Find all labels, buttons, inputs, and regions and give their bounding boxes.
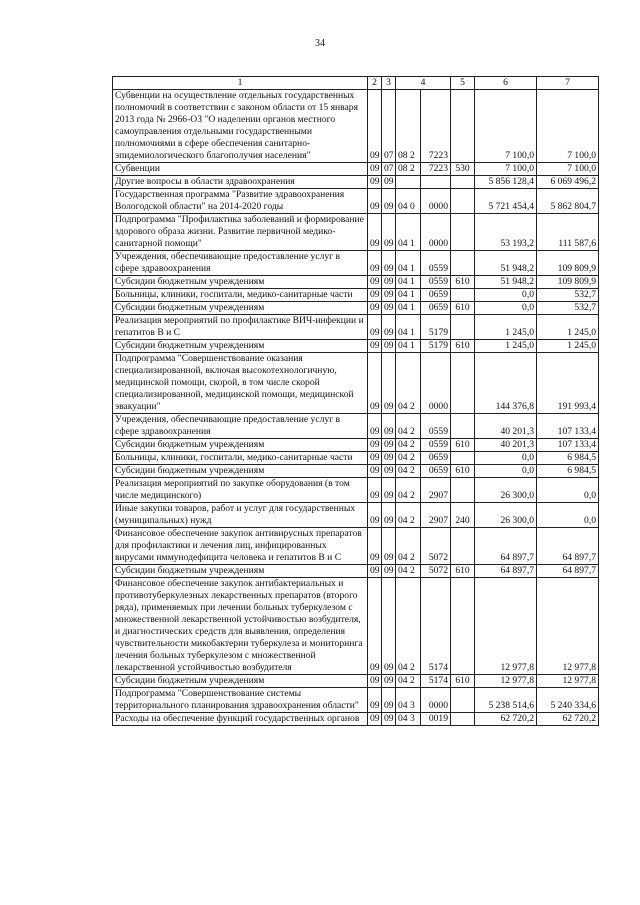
table-row — [113, 214, 599, 251]
row-amount-2016: 6 984,5 — [537, 465, 599, 478]
row-target-article-code: 0000 — [421, 353, 451, 414]
row-amount-2016: 111 587,6 — [537, 214, 599, 251]
row-amount-2016: 107 133,4 — [537, 439, 599, 452]
table-row — [113, 289, 599, 302]
row-target-article-code: 5174 — [421, 578, 451, 675]
row-name: Реализация мероприятий по профилактике ВИЧ-инфекции и гепатитов В и С — [113, 315, 368, 340]
row-target-article-code: 0019 — [421, 713, 451, 726]
row-target-article-code: 0659 — [421, 289, 451, 302]
table-row — [113, 353, 599, 414]
row-amount-2016: 64 897,7 — [537, 528, 599, 565]
table-row — [113, 276, 599, 289]
row-target-article-program: 04 1 — [396, 251, 421, 276]
table-row — [113, 713, 599, 726]
row-subsection: 09 — [382, 189, 396, 214]
row-target-article-code: 0000 — [421, 189, 451, 214]
row-name: Субвенции — [113, 163, 368, 176]
row-amount-2015: 0,0 — [475, 452, 537, 465]
table-row — [113, 503, 599, 528]
row-amount-2016: 1 245,0 — [537, 315, 599, 340]
row-section: 09 — [368, 189, 382, 214]
row-target-article-program: 04 1 — [396, 214, 421, 251]
row-expense-type — [451, 578, 475, 675]
row-expense-type: 610 — [451, 276, 475, 289]
row-target-article-code: 0559 — [421, 276, 451, 289]
row-expense-type — [451, 713, 475, 726]
row-target-article-code: 0659 — [421, 452, 451, 465]
row-subsection: 09 — [382, 289, 396, 302]
row-amount-2015: 5 238 514,6 — [475, 688, 537, 713]
row-expense-type — [451, 315, 475, 340]
table-row — [113, 452, 599, 465]
table-row — [113, 478, 599, 503]
row-subsection: 09 — [382, 214, 396, 251]
row-expense-type — [451, 414, 475, 439]
row-section: 09 — [368, 528, 382, 565]
row-amount-2016: 5 240 334,6 — [537, 688, 599, 713]
row-expense-type — [451, 214, 475, 251]
table-row — [113, 189, 599, 214]
row-target-article-code: 0659 — [421, 465, 451, 478]
row-name: Учреждения, обеспечивающие предоставление услуг в сфере здравоохранения — [113, 251, 368, 276]
row-amount-2015: 5 856 128,4 — [475, 176, 537, 189]
row-section: 09 — [368, 675, 382, 688]
table-row — [113, 163, 599, 176]
row-section: 09 — [368, 176, 382, 189]
header-col-5: 5 — [451, 77, 475, 90]
row-section: 09 — [368, 452, 382, 465]
row-amount-2015: 62 720,2 — [475, 713, 537, 726]
row-target-article-program: 04 1 — [396, 315, 421, 340]
row-target-article-code: 7223 — [421, 90, 451, 163]
row-subsection: 09 — [382, 414, 396, 439]
row-expense-type — [451, 452, 475, 465]
row-subsection: 09 — [382, 315, 396, 340]
row-target-article-code: 5072 — [421, 565, 451, 578]
row-name: Субсидии бюджетным учреждениям — [113, 302, 368, 315]
row-amount-2016: 12 977,8 — [537, 578, 599, 675]
row-name: Больницы, клиники, госпитали, медико-санитарные части — [113, 452, 368, 465]
row-target-article-code: 5174 — [421, 675, 451, 688]
row-expense-type: 530 — [451, 163, 475, 176]
row-target-article-program: 04 2 — [396, 503, 421, 528]
table-row — [113, 528, 599, 565]
row-section: 09 — [368, 503, 382, 528]
row-name: Финансовое обеспечение закупок антибактериальных и противотуберкулезных лекарственных препаратов (второго ряда), применяемых при лечении больных туберкулезом с множественной лекарственной устойчивостью возбудителя, и диагностических средств для выявления, определения чувствительности микобактерии туберкулеза и мониторинга лечения больных туберкулезом с множественной лекарственной устойчивостью возбудителя — [113, 578, 368, 675]
budget-table — [112, 76, 599, 726]
row-target-article-program: 04 3 — [396, 688, 421, 713]
row-amount-2016: 107 133,4 — [537, 414, 599, 439]
row-amount-2015: 26 300,0 — [475, 503, 537, 528]
row-name: Подпрограмма "Профилактика заболеваний и формирование здорового образа жизни. Развитие первичной медико-санитарной помощи" — [113, 214, 368, 251]
row-target-article-code: 2907 — [421, 503, 451, 528]
row-expense-type — [451, 189, 475, 214]
row-section: 09 — [368, 478, 382, 503]
row-section: 09 — [368, 90, 382, 163]
row-expense-type: 610 — [451, 565, 475, 578]
row-target-article-code: 0000 — [421, 688, 451, 713]
row-expense-type — [451, 688, 475, 713]
row-amount-2016: 532,7 — [537, 289, 599, 302]
row-section: 09 — [368, 565, 382, 578]
row-name: Иные закупки товаров, работ и услуг для государственных (муниципальных) нужд — [113, 503, 368, 528]
table-row — [113, 465, 599, 478]
table-row — [113, 439, 599, 452]
row-subsection: 09 — [382, 713, 396, 726]
row-amount-2015: 1 245,0 — [475, 340, 537, 353]
row-target-article-code: 0559 — [421, 414, 451, 439]
row-name: Субсидии бюджетным учреждениям — [113, 340, 368, 353]
row-expense-type: 610 — [451, 340, 475, 353]
row-amount-2016: 109 809,9 — [537, 251, 599, 276]
row-section: 09 — [368, 315, 382, 340]
row-amount-2016: 532,7 — [537, 302, 599, 315]
row-amount-2016: 6 069 496,2 — [537, 176, 599, 189]
row-name: Государственная программа "Развитие здравоохранения Вологодской области" на 2014-2020 годы — [113, 189, 368, 214]
row-expense-type: 610 — [451, 465, 475, 478]
row-amount-2015: 144 376,8 — [475, 353, 537, 414]
row-target-article-program: 04 1 — [396, 340, 421, 353]
row-amount-2015: 0,0 — [475, 289, 537, 302]
table-row — [113, 414, 599, 439]
row-section: 09 — [368, 276, 382, 289]
row-section: 09 — [368, 302, 382, 315]
row-target-article-code: 7223 — [421, 163, 451, 176]
row-target-article-code: 5179 — [421, 340, 451, 353]
row-amount-2016: 191 993,4 — [537, 353, 599, 414]
row-subsection: 09 — [382, 688, 396, 713]
row-target-article-program: 08 2 — [396, 163, 421, 176]
row-section: 09 — [368, 163, 382, 176]
row-subsection: 09 — [382, 302, 396, 315]
row-amount-2015: 40 201,3 — [475, 439, 537, 452]
row-expense-type — [451, 353, 475, 414]
row-amount-2016: 62 720,2 — [537, 713, 599, 726]
row-subsection: 09 — [382, 478, 396, 503]
row-subsection: 09 — [382, 503, 396, 528]
row-expense-type — [451, 289, 475, 302]
row-target-article-program: 04 3 — [396, 713, 421, 726]
row-amount-2016: 7 100,0 — [537, 163, 599, 176]
row-name: Субсидии бюджетным учреждениям — [113, 565, 368, 578]
row-target-article-code — [421, 176, 451, 189]
row-subsection: 09 — [382, 353, 396, 414]
row-name: Субсидии бюджетным учреждениям — [113, 439, 368, 452]
row-target-article-program: 04 2 — [396, 578, 421, 675]
row-subsection: 09 — [382, 675, 396, 688]
row-amount-2015: 51 948,2 — [475, 251, 537, 276]
row-amount-2015: 64 897,7 — [475, 528, 537, 565]
row-amount-2016: 0,0 — [537, 503, 599, 528]
header-col-1: 1 — [113, 77, 368, 90]
row-expense-type: 610 — [451, 439, 475, 452]
table-row — [113, 176, 599, 189]
row-section: 09 — [368, 414, 382, 439]
row-section: 09 — [368, 439, 382, 452]
row-name: Другие вопросы в области здравоохранения — [113, 176, 368, 189]
row-target-article-code: 5072 — [421, 528, 451, 565]
row-target-article-program: 04 1 — [396, 302, 421, 315]
row-target-article-program: 04 2 — [396, 414, 421, 439]
row-expense-type: 610 — [451, 675, 475, 688]
table-row — [113, 251, 599, 276]
row-subsection: 09 — [382, 565, 396, 578]
row-target-article-code: 0000 — [421, 214, 451, 251]
row-name: Расходы на обеспечение функций государственных органов — [113, 713, 368, 726]
row-subsection: 09 — [382, 465, 396, 478]
row-amount-2015: 51 948,2 — [475, 276, 537, 289]
row-amount-2015: 1 245,0 — [475, 315, 537, 340]
header-col-6: 6 — [475, 77, 537, 90]
row-target-article-program: 08 2 — [396, 90, 421, 163]
table-row — [113, 302, 599, 315]
row-expense-type: 610 — [451, 302, 475, 315]
header-col-3: 3 — [382, 77, 396, 90]
row-name: Подпрограмма "Совершенствование системы территориального планирования здравоохранения области" — [113, 688, 368, 713]
row-amount-2015: 12 977,8 — [475, 675, 537, 688]
row-amount-2015: 12 977,8 — [475, 578, 537, 675]
row-amount-2015: 0,0 — [475, 465, 537, 478]
row-section: 09 — [368, 340, 382, 353]
table-row — [113, 90, 599, 163]
row-subsection: 07 — [382, 90, 396, 163]
row-subsection: 09 — [382, 276, 396, 289]
row-name: Субсидии бюджетным учреждениям — [113, 465, 368, 478]
row-amount-2016: 1 245,0 — [537, 340, 599, 353]
row-target-article-program: 04 2 — [396, 465, 421, 478]
row-subsection: 09 — [382, 578, 396, 675]
row-expense-type — [451, 251, 475, 276]
row-target-article-code: 2907 — [421, 478, 451, 503]
row-section: 09 — [368, 578, 382, 675]
row-subsection: 09 — [382, 439, 396, 452]
header-col-4: 4 — [396, 77, 451, 90]
table-row — [113, 340, 599, 353]
row-subsection: 09 — [382, 340, 396, 353]
row-name: Субсидии бюджетным учреждениям — [113, 276, 368, 289]
row-target-article-code: 0559 — [421, 251, 451, 276]
row-name: Учреждения, обеспечивающие предоставление услуг в сфере здравоохранения — [113, 414, 368, 439]
table-row — [113, 578, 599, 675]
row-amount-2016: 5 862 804,7 — [537, 189, 599, 214]
row-section: 09 — [368, 465, 382, 478]
row-subsection: 09 — [382, 176, 396, 189]
row-expense-type — [451, 176, 475, 189]
row-section: 09 — [368, 688, 382, 713]
row-target-article-program: 04 2 — [396, 565, 421, 578]
table-header-row — [113, 77, 599, 90]
row-section: 09 — [368, 214, 382, 251]
table-row — [113, 315, 599, 340]
row-amount-2015: 64 897,7 — [475, 565, 537, 578]
row-name: Реализация мероприятий по закупке оборудования (в том числе медицинского) — [113, 478, 368, 503]
row-name: Финансовое обеспечение закупок антивирусных препаратов для профилактики и лечения лиц, инфицированных вирусами иммунодефицита человека и гепатитов В и С — [113, 528, 368, 565]
row-target-article-code: 0559 — [421, 439, 451, 452]
row-amount-2016: 109 809,9 — [537, 276, 599, 289]
row-amount-2016: 7 100,0 — [537, 90, 599, 163]
row-target-article-code: 5179 — [421, 315, 451, 340]
row-expense-type — [451, 90, 475, 163]
row-expense-type — [451, 478, 475, 503]
row-amount-2016: 6 984,5 — [537, 452, 599, 465]
table-row — [113, 675, 599, 688]
page-number: 34 — [315, 38, 325, 49]
row-subsection: 09 — [382, 452, 396, 465]
table-row — [113, 688, 599, 713]
row-subsection: 09 — [382, 528, 396, 565]
row-amount-2016: 64 897,7 — [537, 565, 599, 578]
row-amount-2015: 53 193,2 — [475, 214, 537, 251]
row-name: Подпрограмма "Совершенствование оказания специализированной, включая высокотехнологичную, медицинской помощи, скорой, в том числе скорой специализированной, медицинской помощи, медицинской эвакуации" — [113, 353, 368, 414]
row-amount-2015: 7 100,0 — [475, 163, 537, 176]
row-expense-type — [451, 528, 475, 565]
row-amount-2016: 12 977,8 — [537, 675, 599, 688]
row-section: 09 — [368, 353, 382, 414]
row-amount-2015: 26 300,0 — [475, 478, 537, 503]
row-target-article-program: 04 1 — [396, 289, 421, 302]
row-section: 09 — [368, 713, 382, 726]
row-name: Субвенции на осуществление отдельных государственных полномочий в соответствии с законом области от 15 января 2013 года № 2966-ОЗ "О наделении органов местного самоуправления отдельными государственными полномочиями в сфере обеспечения санитарно-эпидемиологического благополучия населения" — [113, 90, 368, 163]
row-expense-type: 240 — [451, 503, 475, 528]
row-target-article-program — [396, 176, 421, 189]
row-subsection: 07 — [382, 163, 396, 176]
header-col-2: 2 — [368, 77, 382, 90]
header-col-7: 7 — [537, 77, 599, 90]
row-name: Больницы, клиники, госпитали, медико-санитарные части — [113, 289, 368, 302]
row-amount-2015: 7 100,0 — [475, 90, 537, 163]
row-subsection: 09 — [382, 251, 396, 276]
row-name: Субсидии бюджетным учреждениям — [113, 675, 368, 688]
table-row — [113, 565, 599, 578]
row-target-article-program: 04 2 — [396, 675, 421, 688]
row-amount-2016: 0,0 — [537, 478, 599, 503]
row-target-article-program: 04 2 — [396, 528, 421, 565]
row-section: 09 — [368, 289, 382, 302]
row-target-article-program: 04 0 — [396, 189, 421, 214]
row-amount-2015: 5 721 454,4 — [475, 189, 537, 214]
row-target-article-program: 04 2 — [396, 478, 421, 503]
row-section: 09 — [368, 251, 382, 276]
row-amount-2015: 40 201,3 — [475, 414, 537, 439]
row-target-article-program: 04 1 — [396, 276, 421, 289]
row-target-article-code: 0659 — [421, 302, 451, 315]
row-target-article-program: 04 2 — [396, 452, 421, 465]
row-target-article-program: 04 2 — [396, 353, 421, 414]
row-target-article-program: 04 2 — [396, 439, 421, 452]
row-amount-2015: 0,0 — [475, 302, 537, 315]
